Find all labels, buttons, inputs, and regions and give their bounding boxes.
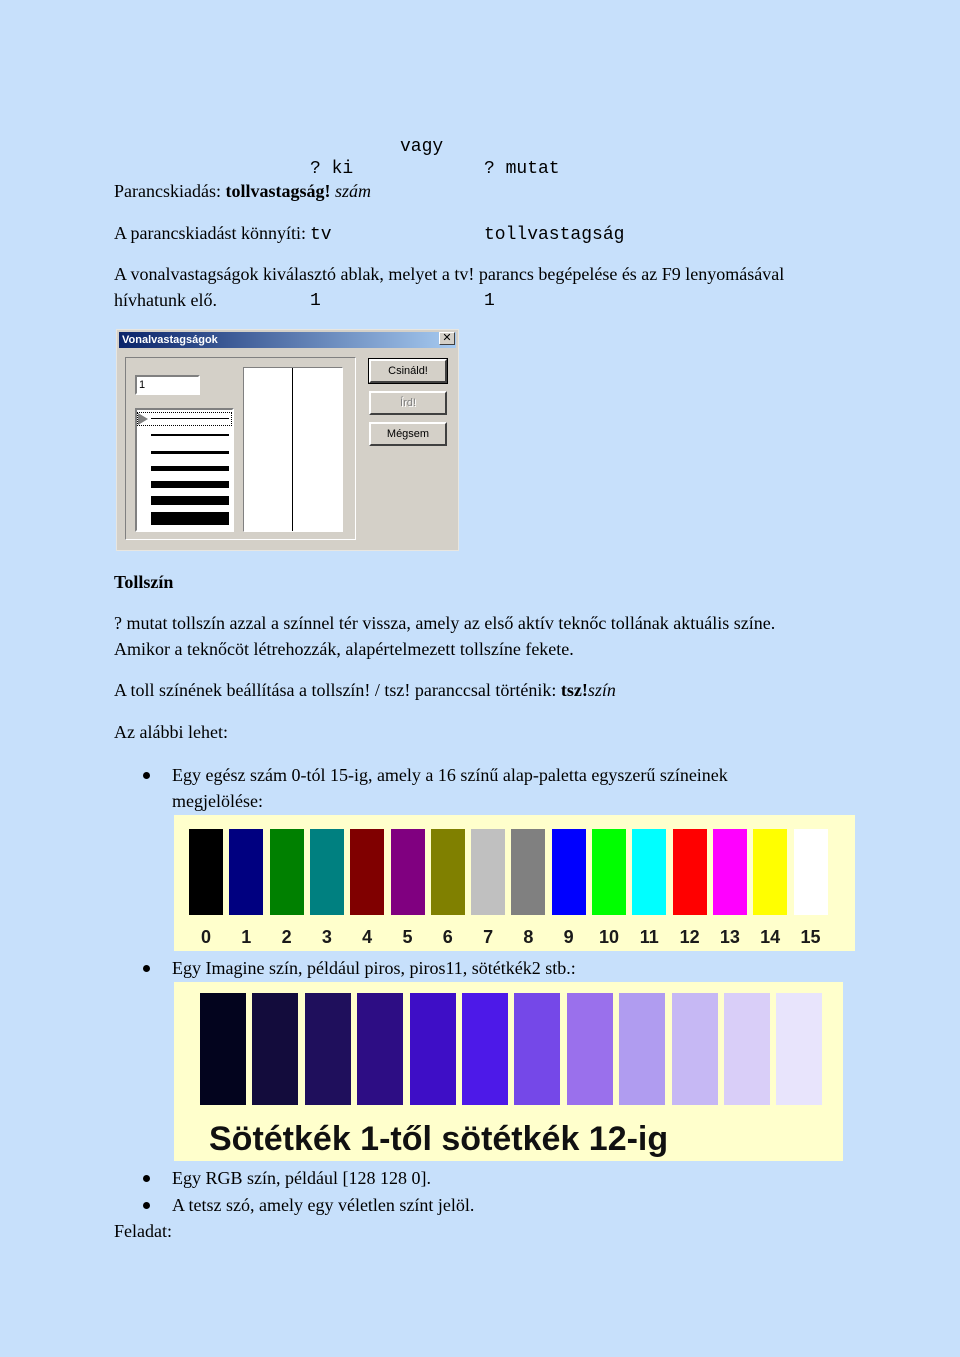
shade-swatch-8	[567, 993, 613, 1105]
palette-swatch-11	[632, 829, 666, 915]
cancel-button[interactable]: Mégsem	[369, 422, 447, 446]
palette-swatch-3	[310, 829, 344, 915]
syntax-mutat: ? mutat	[484, 159, 560, 179]
palette-swatch-1	[229, 829, 263, 915]
palette-swatch-0	[189, 829, 223, 915]
palette-swatch-5	[391, 829, 425, 915]
palette-swatch-7	[471, 829, 505, 915]
palette-number-10: 10	[598, 927, 620, 947]
syntax-ki: ? ki	[310, 159, 354, 179]
line-width-1[interactable]	[151, 418, 229, 419]
palette-swatch-13	[713, 829, 747, 915]
selection-arrow-icon	[138, 413, 148, 425]
palette-number-2: 2	[281, 927, 292, 947]
bullet4-text: A tetsz szó, amely egy véletlen színt jelöl.	[172, 1195, 475, 1215]
write-button[interactable]: Írd!	[369, 391, 447, 415]
line-width-5[interactable]	[151, 481, 229, 488]
line-width-3[interactable]	[151, 451, 229, 454]
command-italic: szám	[330, 181, 371, 201]
shade-swatch-7	[514, 993, 560, 1105]
line-preview	[243, 367, 343, 532]
paragraph-color-line1: ? mutat tollszín azzal a színnel tér vissza, amely az első aktív teknőc tollának aktuális színe.	[114, 613, 776, 633]
syntax-1b: 1	[484, 291, 495, 311]
set-color-bold: tsz!	[560, 680, 588, 700]
basic-palette-image	[174, 815, 855, 951]
palette-swatch-6	[431, 829, 465, 915]
palette-number-15: 15	[800, 927, 821, 947]
width-input[interactable]: 1	[135, 375, 200, 395]
palette-swatch-4	[350, 829, 384, 915]
preview-line	[292, 368, 293, 531]
line-width-dialog	[116, 329, 459, 551]
palette-number-3: 3	[321, 927, 332, 947]
paragraph-below: Az alábbi lehet:	[114, 722, 228, 742]
palette-number-6: 6	[442, 927, 453, 947]
syntax-tollvastagsag: tollvastagság	[484, 225, 625, 245]
palette-caption: Sötétkék 1-től sötétkék 12-ig	[209, 1120, 669, 1158]
syntax-col2	[484, 114, 624, 334]
bullet1-line2: megjelölése:	[172, 791, 263, 811]
palette-number-4: 4	[362, 927, 373, 947]
dark-blue-palette-image	[174, 982, 843, 1161]
palette-number-14: 14	[760, 927, 781, 947]
palette-number-0: 0	[200, 927, 211, 947]
bullet2-text: Egy Imagine szín, például piros, piros11, sötétkék2 stb.:	[172, 958, 576, 978]
palette-number-11: 11	[639, 927, 659, 947]
shade-swatch-10	[672, 993, 718, 1105]
paragraph-dialog-line2: hívhatunk elő.	[114, 290, 217, 310]
width-list[interactable]	[135, 408, 234, 532]
palette-swatch-12	[673, 829, 707, 915]
shade-swatch-2	[252, 993, 298, 1105]
shade-swatch-6	[462, 993, 508, 1105]
command-bold: tollvastagság!	[225, 181, 331, 201]
bullet1-line1: Egy egész szám 0-tól 15-ig, amely a 16 színű alap-paletta egyszerű színeinek	[172, 765, 728, 785]
palette-number-8: 8	[523, 927, 534, 947]
palette-number-13: 13	[719, 927, 740, 947]
shade-swatch-3	[305, 993, 351, 1105]
dialog-title: Vonalvastagságok	[119, 332, 456, 348]
task-label: Feladat:	[114, 1221, 172, 1241]
command-line	[114, 180, 371, 202]
set-color-italic: szín	[587, 680, 616, 700]
line-width-2[interactable]	[151, 434, 229, 436]
bullet-icon	[143, 1202, 150, 1209]
shade-swatch-9	[619, 993, 665, 1105]
palette-swatch-2	[270, 829, 304, 915]
bullet-icon	[143, 1175, 150, 1182]
line-width-4[interactable]	[151, 466, 229, 471]
paragraph-set-color	[114, 679, 616, 701]
shade-swatch-11	[724, 993, 770, 1105]
palette-swatch-15	[794, 829, 828, 915]
paragraph-easier: A parancskiadást könnyíti:	[114, 223, 306, 243]
bullet-icon	[143, 965, 150, 972]
line-width-7[interactable]	[151, 512, 229, 525]
palette-swatch-14	[753, 829, 787, 915]
palette-swatch-8	[511, 829, 545, 915]
line-width-6[interactable]	[151, 496, 229, 505]
syntax-col1	[310, 114, 353, 334]
bullet3-text: Egy RGB szín, például [128 128 0].	[172, 1168, 431, 1188]
shade-swatch-1	[200, 993, 246, 1105]
palette-number-7: 7	[483, 927, 494, 947]
close-icon[interactable]: ✕	[439, 332, 455, 345]
palette-swatch-10	[592, 829, 626, 915]
palette-number-1: 1	[241, 927, 252, 947]
paragraph-color-line2: Amikor a teknőcöt létrehozzák, alapértelmezett tollszíne fekete.	[114, 639, 574, 659]
bullet-icon	[143, 772, 150, 779]
shade-swatch-12	[776, 993, 822, 1105]
syntax-vagy: vagy	[400, 137, 444, 157]
syntax-1a: 1	[310, 291, 321, 311]
section-heading: Tollszín	[114, 572, 174, 592]
palette-swatch-9	[552, 829, 586, 915]
shade-swatch-4	[357, 993, 403, 1105]
palette-number-9: 9	[563, 927, 574, 947]
list-selection	[137, 412, 232, 426]
palette-number-5: 5	[402, 927, 413, 947]
paragraph-dialog-line1: A vonalvastagságok kiválasztó ablak, melyet a tv! parancs begépelése és az F9 lenyomásával	[114, 264, 785, 284]
command-prefix: Parancskiadás:	[114, 181, 226, 201]
palette-number-12: 12	[679, 927, 700, 947]
set-color-text: A toll színének beállítása a tollszín! / tsz! paranccsal történik:	[114, 680, 561, 700]
shade-swatch-5	[410, 993, 456, 1105]
syntax-tv: tv	[310, 225, 332, 245]
do-button[interactable]: Csináld!	[369, 359, 447, 383]
